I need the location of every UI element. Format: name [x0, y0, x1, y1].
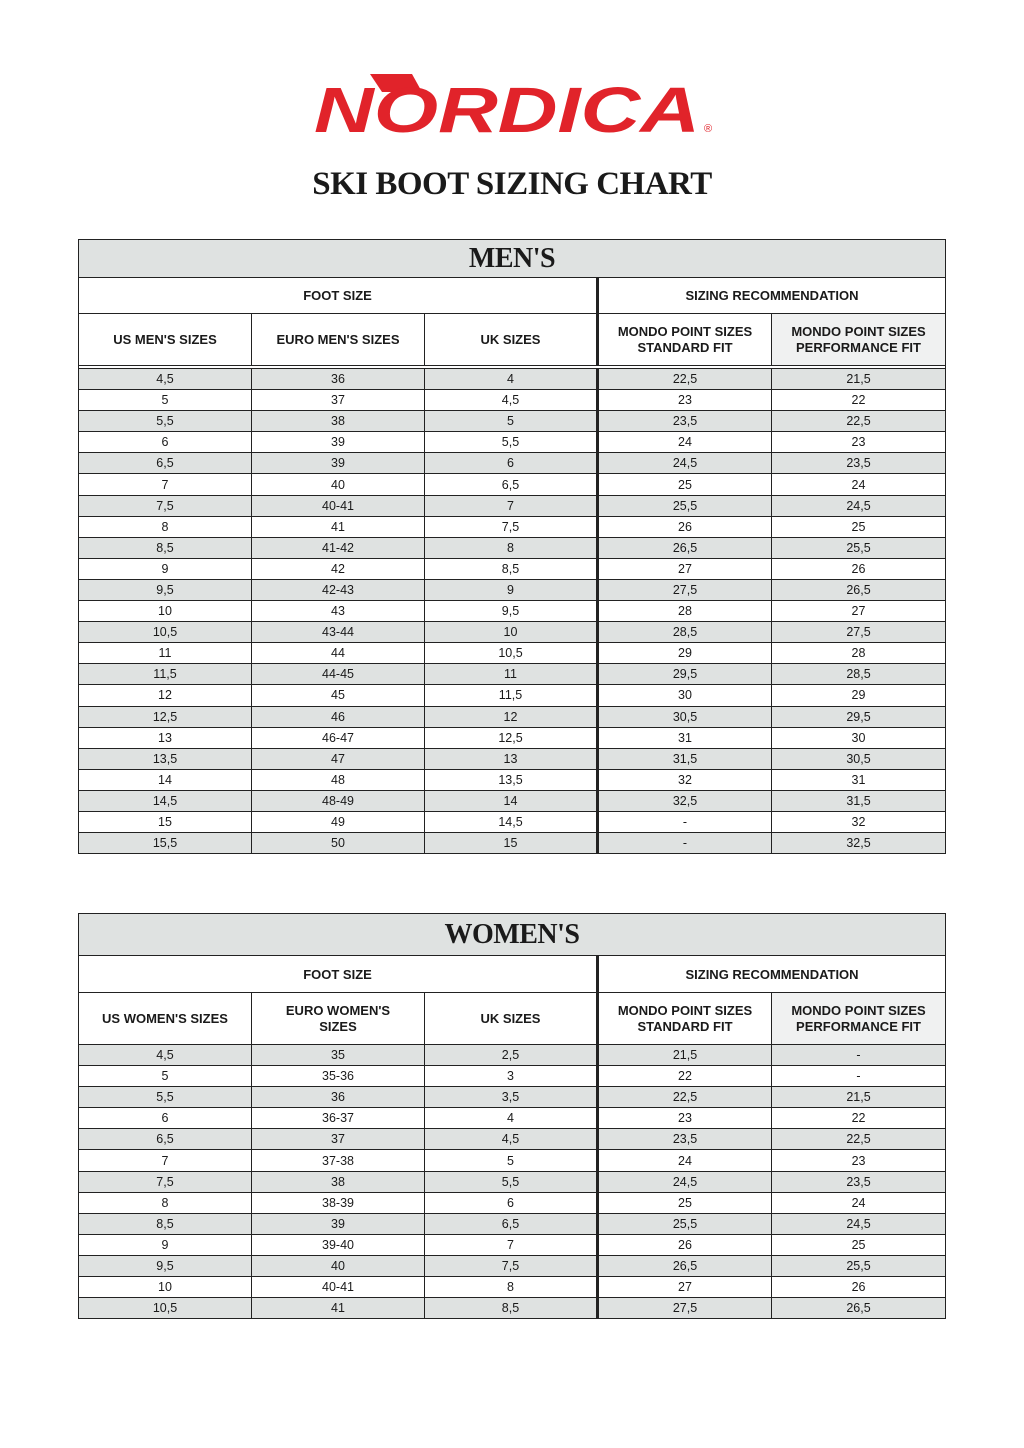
womens-foot-size-heading: FOOT SIZE — [79, 956, 598, 993]
table-row — [79, 390, 946, 411]
cell-mondo-standard: 31,5 — [598, 748, 772, 769]
cell-mondo-standard: 24,5 — [598, 453, 772, 474]
cell-mondo-standard: - — [598, 833, 772, 854]
table-row — [79, 1129, 946, 1150]
cell-euro-size: 49 — [252, 811, 425, 832]
cell-mondo-performance: 32,5 — [772, 833, 946, 854]
cell-uk-size: 12 — [425, 706, 598, 727]
mens-foot-size-heading: FOOT SIZE — [79, 278, 598, 314]
table-row — [79, 706, 946, 727]
cell-mondo-performance: 22 — [772, 1108, 946, 1129]
cell-us-size: 10,5 — [79, 622, 252, 643]
cell-uk-size: 4,5 — [425, 1129, 598, 1150]
cell-mondo-performance: 24 — [772, 474, 946, 495]
cell-euro-size: 43-44 — [252, 622, 425, 643]
cell-mondo-performance: 27,5 — [772, 622, 946, 643]
cell-us-size: 12,5 — [79, 706, 252, 727]
table-row — [79, 1171, 946, 1192]
cell-us-size: 10 — [79, 1277, 252, 1298]
mens-sizing-recommendation-heading: SIZING RECOMMENDATION — [598, 278, 946, 314]
cell-uk-size: 7 — [425, 1234, 598, 1255]
cell-uk-size: 5 — [425, 1150, 598, 1171]
cell-uk-size: 5,5 — [425, 432, 598, 453]
table-row — [79, 601, 946, 622]
cell-mondo-standard: 26,5 — [598, 1255, 772, 1276]
cell-mondo-performance: 21,5 — [772, 1087, 946, 1108]
table-row — [79, 790, 946, 811]
cell-uk-size: 2,5 — [425, 1045, 598, 1066]
cell-mondo-performance: 26,5 — [772, 579, 946, 600]
cell-mondo-standard: 25 — [598, 1192, 772, 1213]
mens-table-body — [79, 369, 946, 854]
table-row — [79, 1045, 946, 1066]
cell-mondo-standard: 24 — [598, 432, 772, 453]
cell-mondo-performance: 23,5 — [772, 1171, 946, 1192]
cell-euro-size: 42 — [252, 558, 425, 579]
cell-mondo-performance: 23 — [772, 1150, 946, 1171]
cell-euro-size: 39 — [252, 1213, 425, 1234]
cell-us-size: 14 — [79, 769, 252, 790]
cell-euro-size: 39 — [252, 432, 425, 453]
table-row — [79, 1087, 946, 1108]
table-row — [79, 811, 946, 832]
cell-us-size: 4,5 — [79, 1045, 252, 1066]
cell-euro-size: 47 — [252, 748, 425, 769]
page-title: SKI BOOT SIZING CHART — [312, 166, 712, 202]
cell-euro-size: 39-40 — [252, 1234, 425, 1255]
cell-euro-size: 44 — [252, 643, 425, 664]
table-row — [79, 1150, 946, 1171]
cell-euro-size: 35 — [252, 1045, 425, 1066]
cell-mondo-performance: 24,5 — [772, 1213, 946, 1234]
logo-wordmark: NORDICA — [314, 74, 700, 138]
cell-euro-size: 42-43 — [252, 579, 425, 600]
cell-uk-size: 10 — [425, 622, 598, 643]
cell-uk-size: 10,5 — [425, 643, 598, 664]
cell-uk-size: 9,5 — [425, 601, 598, 622]
cell-uk-size: 13,5 — [425, 769, 598, 790]
cell-mondo-standard: 30 — [598, 685, 772, 706]
cell-us-size: 8 — [79, 1192, 252, 1213]
womens-euro-header: EURO WOMEN'S SIZES — [252, 993, 425, 1045]
cell-us-size: 11,5 — [79, 664, 252, 685]
cell-euro-size: 46 — [252, 706, 425, 727]
cell-mondo-standard: - — [598, 811, 772, 832]
cell-us-size: 11 — [79, 643, 252, 664]
cell-mondo-standard: 23 — [598, 390, 772, 411]
cell-mondo-standard: 32,5 — [598, 790, 772, 811]
cell-euro-size: 38-39 — [252, 1192, 425, 1213]
cell-mondo-standard: 27,5 — [598, 1298, 772, 1319]
cell-us-size: 4,5 — [79, 369, 252, 390]
cell-uk-size: 12,5 — [425, 727, 598, 748]
cell-us-size: 6 — [79, 1108, 252, 1129]
cell-euro-size: 45 — [252, 685, 425, 706]
table-row — [79, 622, 946, 643]
cell-us-size: 9,5 — [79, 1255, 252, 1276]
cell-mondo-performance: 26,5 — [772, 1298, 946, 1319]
cell-mondo-performance: 31,5 — [772, 790, 946, 811]
cell-us-size: 7 — [79, 474, 252, 495]
cell-mondo-standard: 26,5 — [598, 537, 772, 558]
cell-uk-size: 7,5 — [425, 1255, 598, 1276]
cell-uk-size: 6 — [425, 1192, 598, 1213]
cell-mondo-performance: 28,5 — [772, 664, 946, 685]
cell-uk-size: 4 — [425, 1108, 598, 1129]
cell-uk-size: 14,5 — [425, 811, 598, 832]
cell-us-size: 14,5 — [79, 790, 252, 811]
cell-mondo-performance: 23 — [772, 432, 946, 453]
table-row — [79, 643, 946, 664]
cell-mondo-performance: 28 — [772, 643, 946, 664]
cell-us-size: 8,5 — [79, 1213, 252, 1234]
cell-euro-size: 37 — [252, 390, 425, 411]
mens-mondo-performance-header: MONDO POINT SIZES PERFORMANCE FIT — [772, 314, 946, 366]
table-row — [79, 1255, 946, 1276]
cell-us-size: 9,5 — [79, 579, 252, 600]
table-row — [79, 1066, 946, 1087]
womens-table-body — [79, 1045, 946, 1319]
cell-euro-size: 39 — [252, 453, 425, 474]
cell-euro-size: 38 — [252, 411, 425, 432]
cell-uk-size: 6,5 — [425, 1213, 598, 1234]
cell-euro-size: 37 — [252, 1129, 425, 1150]
table-row — [79, 1298, 946, 1319]
cell-us-size: 7,5 — [79, 1171, 252, 1192]
cell-mondo-performance: 30 — [772, 727, 946, 748]
cell-uk-size: 3 — [425, 1066, 598, 1087]
cell-mondo-standard: 29,5 — [598, 664, 772, 685]
cell-us-size: 8,5 — [79, 537, 252, 558]
cell-uk-size: 7 — [425, 495, 598, 516]
cell-mondo-performance: 29,5 — [772, 706, 946, 727]
cell-euro-size: 44-45 — [252, 664, 425, 685]
cell-euro-size: 41 — [252, 516, 425, 537]
cell-mondo-standard: 21,5 — [598, 1045, 772, 1066]
cell-uk-size: 4 — [425, 369, 598, 390]
cell-mondo-standard: 24 — [598, 1150, 772, 1171]
womens-mondo-performance-header: MONDO POINT SIZES PERFORMANCE FIT — [772, 993, 946, 1045]
cell-mondo-performance: 25,5 — [772, 537, 946, 558]
cell-euro-size: 37-38 — [252, 1150, 425, 1171]
cell-euro-size: 40-41 — [252, 495, 425, 516]
cell-euro-size: 35-36 — [252, 1066, 425, 1087]
cell-uk-size: 9 — [425, 579, 598, 600]
cell-mondo-performance: 25 — [772, 516, 946, 537]
cell-euro-size: 46-47 — [252, 727, 425, 748]
cell-us-size: 6 — [79, 432, 252, 453]
cell-mondo-performance: 26 — [772, 1277, 946, 1298]
cell-mondo-standard: 23 — [598, 1108, 772, 1129]
table-row — [79, 369, 946, 390]
cell-euro-size: 41 — [252, 1298, 425, 1319]
cell-mondo-performance: 24,5 — [772, 495, 946, 516]
cell-mondo-standard: 25,5 — [598, 1213, 772, 1234]
registered-mark-icon: ® — [704, 123, 713, 135]
cell-euro-size: 48 — [252, 769, 425, 790]
mens-us-header: US MEN'S SIZES — [79, 314, 252, 366]
table-row — [79, 516, 946, 537]
cell-mondo-standard: 28,5 — [598, 622, 772, 643]
table-row — [79, 453, 946, 474]
cell-mondo-standard: 24,5 — [598, 1171, 772, 1192]
table-row — [79, 1213, 946, 1234]
cell-mondo-standard: 28 — [598, 601, 772, 622]
cell-mondo-standard: 25 — [598, 474, 772, 495]
cell-uk-size: 6,5 — [425, 474, 598, 495]
cell-mondo-performance: 30,5 — [772, 748, 946, 769]
cell-mondo-performance: 25,5 — [772, 1255, 946, 1276]
cell-mondo-standard: 27 — [598, 1277, 772, 1298]
cell-mondo-performance: 22,5 — [772, 411, 946, 432]
cell-mondo-standard: 31 — [598, 727, 772, 748]
table-row — [79, 432, 946, 453]
cell-mondo-performance: 29 — [772, 685, 946, 706]
cell-us-size: 5 — [79, 1066, 252, 1087]
womens-section-title: WOMEN'S — [79, 914, 946, 956]
cell-us-size: 5 — [79, 390, 252, 411]
cell-mondo-standard: 26 — [598, 516, 772, 537]
mens-section-title: MEN'S — [79, 240, 946, 278]
table-row — [79, 685, 946, 706]
cell-uk-size: 5 — [425, 411, 598, 432]
nordica-logo — [312, 72, 714, 138]
cell-euro-size: 40-41 — [252, 1277, 425, 1298]
cell-mondo-performance: 22 — [772, 390, 946, 411]
womens-sizing-recommendation-heading: SIZING RECOMMENDATION — [598, 956, 946, 993]
cell-uk-size: 4,5 — [425, 390, 598, 411]
cell-uk-size: 3,5 — [425, 1087, 598, 1108]
table-row — [79, 727, 946, 748]
cell-uk-size: 14 — [425, 790, 598, 811]
cell-uk-size: 15 — [425, 833, 598, 854]
cell-mondo-performance: 27 — [772, 601, 946, 622]
cell-euro-size: 36 — [252, 369, 425, 390]
mens-euro-header: EURO MEN'S SIZES — [252, 314, 425, 366]
cell-euro-size: 40 — [252, 474, 425, 495]
cell-us-size: 13,5 — [79, 748, 252, 769]
cell-mondo-standard: 32 — [598, 769, 772, 790]
table-row — [79, 579, 946, 600]
cell-uk-size: 11 — [425, 664, 598, 685]
cell-uk-size: 13 — [425, 748, 598, 769]
mens-mondo-standard-header: MONDO POINT SIZES STANDARD FIT — [598, 314, 772, 366]
table-row — [79, 411, 946, 432]
cell-us-size: 7,5 — [79, 495, 252, 516]
cell-us-size: 12 — [79, 685, 252, 706]
mens-uk-header: UK SIZES — [425, 314, 598, 366]
cell-us-size: 15,5 — [79, 833, 252, 854]
cell-us-size: 7 — [79, 1150, 252, 1171]
table-row — [79, 558, 946, 579]
mens-size-table — [78, 239, 946, 854]
cell-mondo-standard: 22,5 — [598, 1087, 772, 1108]
table-row — [79, 833, 946, 854]
cell-mondo-performance: 25 — [772, 1234, 946, 1255]
cell-mondo-performance: 22,5 — [772, 1129, 946, 1150]
cell-uk-size: 7,5 — [425, 516, 598, 537]
cell-mondo-performance: 31 — [772, 769, 946, 790]
cell-euro-size: 40 — [252, 1255, 425, 1276]
cell-us-size: 10,5 — [79, 1298, 252, 1319]
cell-us-size: 9 — [79, 1234, 252, 1255]
cell-mondo-performance: 26 — [772, 558, 946, 579]
cell-euro-size: 38 — [252, 1171, 425, 1192]
cell-euro-size: 50 — [252, 833, 425, 854]
cell-us-size: 6,5 — [79, 453, 252, 474]
cell-uk-size: 8,5 — [425, 558, 598, 579]
cell-mondo-performance: 24 — [772, 1192, 946, 1213]
table-row — [79, 769, 946, 790]
cell-us-size: 15 — [79, 811, 252, 832]
cell-uk-size: 8,5 — [425, 1298, 598, 1319]
cell-us-size: 10 — [79, 601, 252, 622]
cell-euro-size: 41-42 — [252, 537, 425, 558]
table-row — [79, 474, 946, 495]
cell-mondo-standard: 23,5 — [598, 1129, 772, 1150]
womens-mondo-standard-header: MONDO POINT SIZES STANDARD FIT — [598, 993, 772, 1045]
cell-us-size: 6,5 — [79, 1129, 252, 1150]
table-row — [79, 1234, 946, 1255]
cell-uk-size: 5,5 — [425, 1171, 598, 1192]
table-row — [79, 537, 946, 558]
cell-mondo-standard: 22 — [598, 1066, 772, 1087]
cell-mondo-standard: 26 — [598, 1234, 772, 1255]
cell-euro-size: 43 — [252, 601, 425, 622]
cell-mondo-standard: 22,5 — [598, 369, 772, 390]
cell-euro-size: 36-37 — [252, 1108, 425, 1129]
cell-mondo-standard: 29 — [598, 643, 772, 664]
cell-mondo-performance: 21,5 — [772, 369, 946, 390]
table-row — [79, 1192, 946, 1213]
cell-us-size: 5,5 — [79, 1087, 252, 1108]
cell-mondo-performance: - — [772, 1066, 946, 1087]
womens-size-table — [78, 913, 946, 1319]
table-row — [79, 1108, 946, 1129]
cell-mondo-standard: 27 — [598, 558, 772, 579]
womens-us-header: US WOMEN'S SIZES — [79, 993, 252, 1045]
cell-mondo-standard: 30,5 — [598, 706, 772, 727]
table-row — [79, 1277, 946, 1298]
cell-us-size: 8 — [79, 516, 252, 537]
cell-mondo-standard: 23,5 — [598, 411, 772, 432]
cell-mondo-performance: - — [772, 1045, 946, 1066]
cell-mondo-performance: 23,5 — [772, 453, 946, 474]
table-row — [79, 664, 946, 685]
cell-uk-size: 8 — [425, 537, 598, 558]
cell-us-size: 5,5 — [79, 411, 252, 432]
cell-euro-size: 48-49 — [252, 790, 425, 811]
cell-uk-size: 11,5 — [425, 685, 598, 706]
cell-us-size: 9 — [79, 558, 252, 579]
cell-euro-size: 36 — [252, 1087, 425, 1108]
cell-mondo-standard: 25,5 — [598, 495, 772, 516]
cell-mondo-standard: 27,5 — [598, 579, 772, 600]
cell-uk-size: 6 — [425, 453, 598, 474]
cell-mondo-performance: 32 — [772, 811, 946, 832]
womens-uk-header: UK SIZES — [425, 993, 598, 1045]
table-row — [79, 748, 946, 769]
cell-uk-size: 8 — [425, 1277, 598, 1298]
cell-us-size: 13 — [79, 727, 252, 748]
table-row — [79, 495, 946, 516]
